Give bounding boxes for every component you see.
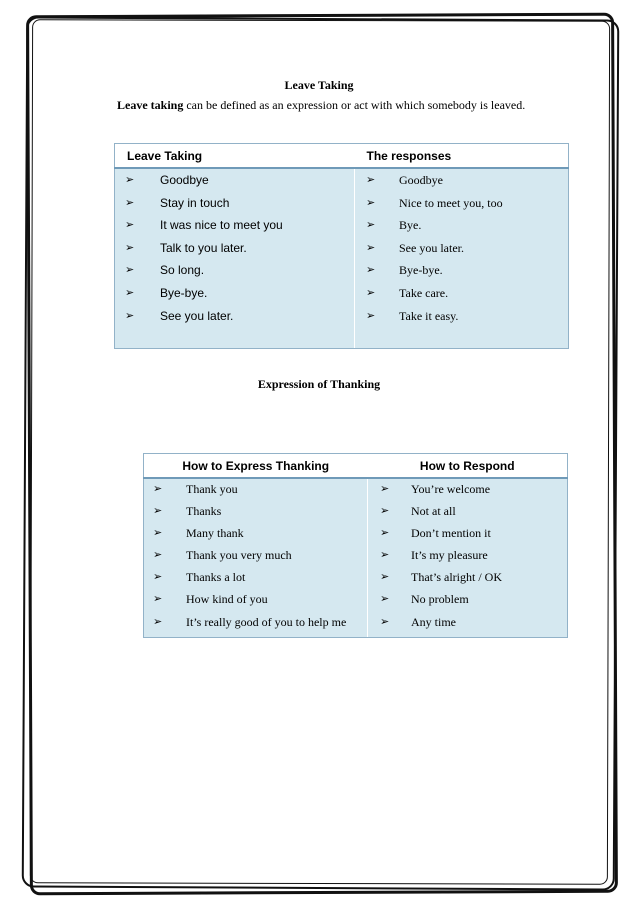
arrowhead-bullet-icon: ➢	[366, 174, 376, 186]
list-item: ➢ How kind of you	[153, 592, 268, 607]
arrowhead-bullet-icon: ➢	[125, 264, 135, 277]
arrowhead-bullet-icon: ➢	[366, 219, 376, 232]
arrowhead-bullet-icon: ➢	[153, 505, 163, 518]
responses-cell	[355, 168, 569, 349]
arrowhead-bullet-icon: ➢	[366, 309, 376, 322]
list-item: ➢ Don’t mention it	[380, 526, 491, 541]
list-item: ➢ Many thank	[153, 526, 244, 541]
arrowhead-bullet-icon: ➢	[366, 241, 376, 254]
definition-term: Leave taking	[117, 98, 184, 112]
arrowhead-bullet-icon: ➢	[366, 264, 376, 277]
list-item: ➢ Bye-bye.	[125, 285, 208, 300]
column-header-respond: How to Respond	[368, 454, 568, 479]
list-item: ➢ It’s my pleasure	[380, 548, 488, 563]
list-item: ➢ Stay in touch	[125, 195, 230, 210]
column-header-leave-taking: Leave Taking	[115, 144, 355, 169]
express-thanking-cell	[144, 478, 368, 638]
list-item: ➢ Take it easy.	[366, 308, 459, 323]
arrowhead-bullet-icon: ➢	[366, 286, 376, 299]
column-header-responses: The responses	[355, 144, 569, 169]
list-item: ➢ It’s really good of you to help me	[153, 614, 347, 629]
arrowhead-bullet-icon: ➢	[125, 196, 135, 209]
leave-taking-definition	[117, 98, 587, 113]
list-item: ➢ Thank you very much	[153, 548, 292, 563]
list-item: ➢ Thank you	[153, 482, 238, 496]
list-item: ➢ That’s alright / OK	[380, 570, 502, 585]
arrowhead-bullet-icon: ➢	[380, 527, 390, 540]
list-item: ➢ Talk to you later.	[125, 240, 247, 255]
list-item: ➢ Take care.	[366, 285, 449, 300]
arrowhead-bullet-icon: ➢	[153, 549, 163, 562]
arrowhead-bullet-icon: ➢	[153, 615, 163, 628]
list-item: ➢ See you later.	[366, 240, 464, 255]
column-header-express-thanking: How to Express Thanking	[144, 454, 368, 479]
arrowhead-bullet-icon: ➢	[125, 286, 135, 299]
responses-list	[355, 169, 568, 331]
leave-taking-cell	[115, 168, 355, 349]
list-item: ➢ It was nice to meet you	[125, 218, 283, 233]
arrowhead-bullet-icon: ➢	[153, 483, 163, 495]
leave-taking-title: Leave Taking	[284, 78, 354, 92]
arrowhead-bullet-icon: ➢	[366, 196, 376, 209]
list-item: ➢ Bye.	[366, 218, 422, 233]
arrowhead-bullet-icon: ➢	[153, 527, 163, 540]
list-item: ➢ No problem	[380, 592, 469, 607]
list-item: ➢ So long.	[125, 263, 205, 278]
arrowhead-bullet-icon: ➢	[153, 593, 163, 606]
arrowhead-bullet-icon: ➢	[380, 593, 390, 606]
arrowhead-bullet-icon: ➢	[153, 571, 163, 584]
list-item: ➢ Goodbye	[366, 173, 443, 187]
respond-cell	[368, 478, 568, 638]
arrowhead-bullet-icon: ➢	[380, 483, 390, 495]
arrowhead-bullet-icon: ➢	[380, 571, 390, 584]
arrowhead-bullet-icon: ➢	[380, 615, 390, 628]
thanking-table	[143, 453, 568, 638]
list-item: ➢ You’re welcome	[380, 482, 491, 496]
definition-text: can be defined as an expression or act with which somebody is leaved.	[183, 98, 526, 112]
leave-taking-table	[114, 143, 569, 349]
thanking-title: Expression of Thanking	[257, 377, 381, 391]
arrowhead-bullet-icon: ➢	[380, 549, 390, 562]
list-item: ➢ Thanks a lot	[153, 570, 246, 585]
arrowhead-bullet-icon: ➢	[125, 241, 135, 254]
list-item: ➢ Bye-bye.	[366, 263, 443, 278]
arrowhead-bullet-icon: ➢	[380, 505, 390, 518]
list-item: ➢ Any time	[380, 614, 456, 629]
respond-list	[368, 479, 567, 637]
list-item: ➢ Not at all	[380, 504, 456, 519]
list-item: ➢ See you later.	[125, 308, 234, 323]
leave-taking-list	[115, 169, 354, 331]
list-item: ➢ Nice to meet you, too	[366, 195, 503, 210]
express-thanking-list	[144, 479, 367, 637]
arrowhead-bullet-icon: ➢	[125, 309, 135, 322]
list-item: ➢ Goodbye	[125, 173, 209, 187]
arrowhead-bullet-icon: ➢	[125, 219, 135, 232]
list-item: ➢ Thanks	[153, 504, 222, 519]
arrowhead-bullet-icon: ➢	[125, 174, 135, 186]
